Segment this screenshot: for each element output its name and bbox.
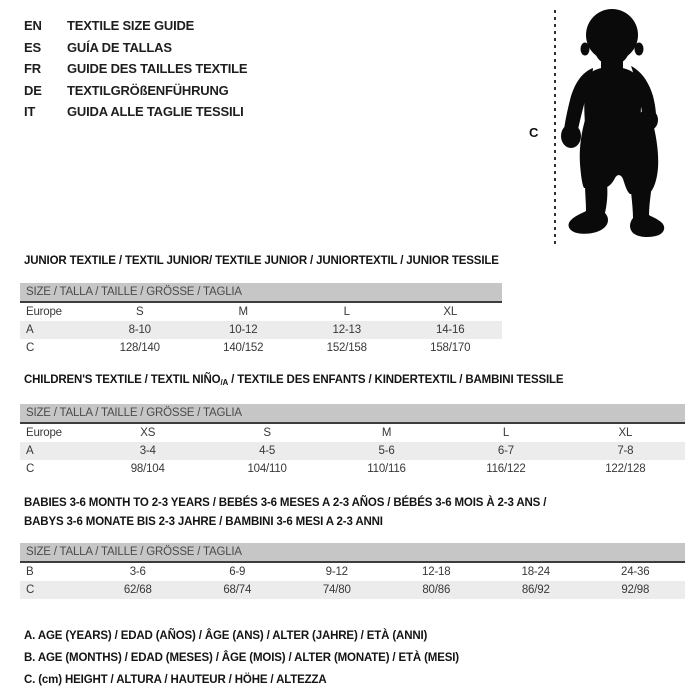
row-label: A — [26, 324, 34, 336]
size-header-bar: SIZE / TALLA / TAILLE / GRÖSSE / TAGLIA — [20, 404, 685, 422]
size-cell: 4-5 — [259, 445, 276, 457]
table-row — [20, 563, 685, 581]
size-cell: 3-6 — [129, 566, 146, 578]
size-cell: 18-24 — [521, 566, 550, 578]
size-cell: 140/152 — [223, 342, 264, 354]
footnote-line-b: B. AGE (MONTHS) / EDAD (MESES) / ÂGE (MOIS) / ALTER (MONATE) / ETÀ (MESI) — [24, 651, 459, 664]
size-cell: S — [136, 306, 144, 318]
size-cell: XS — [140, 427, 156, 439]
footnote-line-c: C. (cm) HEIGHT / ALTURA / HAUTEUR / HÖHE / ALTEZZA — [24, 673, 327, 686]
babies-title-line1: BABIES 3-6 MONTH TO 2-3 YEARS / BEBÉS 3-6 MESES A 2-3 AÑOS / BÉBÉS 3-6 MOIS À 2-3 ANS / — [24, 497, 547, 509]
language-title: TEXTILGRÖßENFÜHRUNG — [67, 82, 229, 98]
babies-section-title — [24, 494, 546, 531]
language-title: GUIDE DES TAILLES TEXTILE — [67, 61, 248, 76]
babies-size-table — [20, 543, 685, 599]
size-cell: 62/68 — [123, 584, 152, 596]
row-label: Europe — [26, 427, 62, 439]
height-dashed-line — [554, 10, 556, 248]
size-cell: 128/140 — [119, 342, 160, 354]
size-cell: 24-36 — [621, 566, 650, 578]
size-header-bar: SIZE / TALLA / TAILLE / GRÖSSE / TAGLIA — [20, 283, 502, 301]
language-code: EN — [24, 18, 42, 33]
size-cell: 116/122 — [486, 463, 526, 475]
size-cell: 8-10 — [128, 324, 151, 336]
size-cell: 7-8 — [617, 445, 634, 457]
size-cell: 80/86 — [422, 584, 451, 596]
language-item — [24, 80, 247, 102]
size-cell: 9-12 — [325, 566, 348, 578]
footnote-legend — [24, 626, 459, 691]
size-cell: 3-4 — [139, 445, 156, 457]
size-cell: 10-12 — [229, 324, 258, 336]
children-title-text: CHILDREN'S TEXTILE / TEXTIL NIÑO — [24, 374, 221, 386]
height-label-c: C — [529, 125, 539, 140]
language-item — [24, 15, 247, 37]
size-cell: 12-13 — [332, 324, 361, 336]
table-row — [20, 339, 502, 357]
size-cell: XL — [618, 427, 633, 439]
row-label: C — [26, 584, 35, 596]
size-cell: 6-7 — [497, 445, 514, 457]
size-cell: M — [381, 427, 392, 439]
footnote-line-a: A. AGE (YEARS) / EDAD (AÑOS) / ÂGE (ANS) / ALTER (JAHRE) / ETÀ (ANNI) — [24, 630, 428, 642]
babies-title-line2: BABYS 3-6 MONATE BIS 2-3 JAHRE / BAMBINI 3-6 MESI A 2-3 ANNI — [24, 515, 383, 528]
language-title: GUÍA DE TALLAS — [67, 39, 172, 55]
language-item — [24, 58, 247, 80]
size-cell: 6-9 — [229, 566, 246, 578]
row-label: B — [26, 566, 34, 578]
size-cell: L — [502, 427, 510, 439]
language-title: GUIDA ALLE TAGLIE TESSILI — [67, 104, 244, 119]
children-title-subscript: /A — [220, 378, 229, 387]
size-cell: L — [343, 306, 350, 318]
row-label: A — [26, 445, 34, 457]
size-cell: 14-16 — [436, 324, 465, 336]
language-code: ES — [24, 39, 41, 55]
size-cell: 122/128 — [605, 463, 646, 475]
size-cell: 92/98 — [621, 584, 650, 596]
size-cell: 74/80 — [322, 584, 351, 596]
language-title: TEXTILE SIZE GUIDE — [67, 18, 195, 33]
junior-size-table — [20, 283, 502, 357]
size-header-bar: SIZE / TALLA / TAILLE / GRÖSSE / TAGLIA — [20, 543, 685, 561]
language-item — [24, 37, 247, 59]
table-row — [20, 460, 685, 478]
size-cell: 152/158 — [326, 342, 367, 354]
table-row — [20, 424, 685, 442]
children-size-table — [20, 404, 685, 478]
size-cell: 68/74 — [223, 584, 252, 596]
language-code: DE — [24, 82, 42, 98]
table-row — [20, 303, 502, 321]
table-row — [20, 321, 502, 339]
size-cell: XL — [443, 306, 458, 318]
children-title-text: / TEXTILE DES ENFANTS / KINDERTEXTIL / BAMBINI TESSILE — [228, 374, 564, 386]
junior-section-title: JUNIOR TEXTILE / TEXTIL JUNIOR/ TEXTILE JUNIOR / JUNIORTEXTIL / JUNIOR TESSILE — [24, 255, 499, 267]
row-label: C — [26, 342, 35, 354]
size-cell: 5-6 — [378, 445, 395, 457]
size-cell: 110/116 — [367, 463, 406, 475]
size-cell: 86/92 — [521, 584, 550, 596]
row-label: C — [26, 463, 35, 475]
size-cell: 158/170 — [430, 342, 471, 354]
language-code: FR — [24, 61, 41, 76]
language-code: IT — [24, 104, 36, 119]
table-row — [20, 581, 685, 599]
language-list — [24, 15, 247, 123]
language-item — [24, 101, 247, 123]
baby-silhouette-icon — [557, 8, 667, 244]
size-cell: M — [238, 306, 248, 318]
size-cell: S — [263, 427, 271, 439]
size-cell: 98/104 — [130, 463, 165, 475]
size-cell: 104/110 — [247, 463, 287, 475]
table-row — [20, 442, 685, 460]
children-section-title — [24, 371, 563, 393]
size-cell: 12-18 — [422, 566, 451, 578]
row-label: Europe — [26, 306, 62, 318]
